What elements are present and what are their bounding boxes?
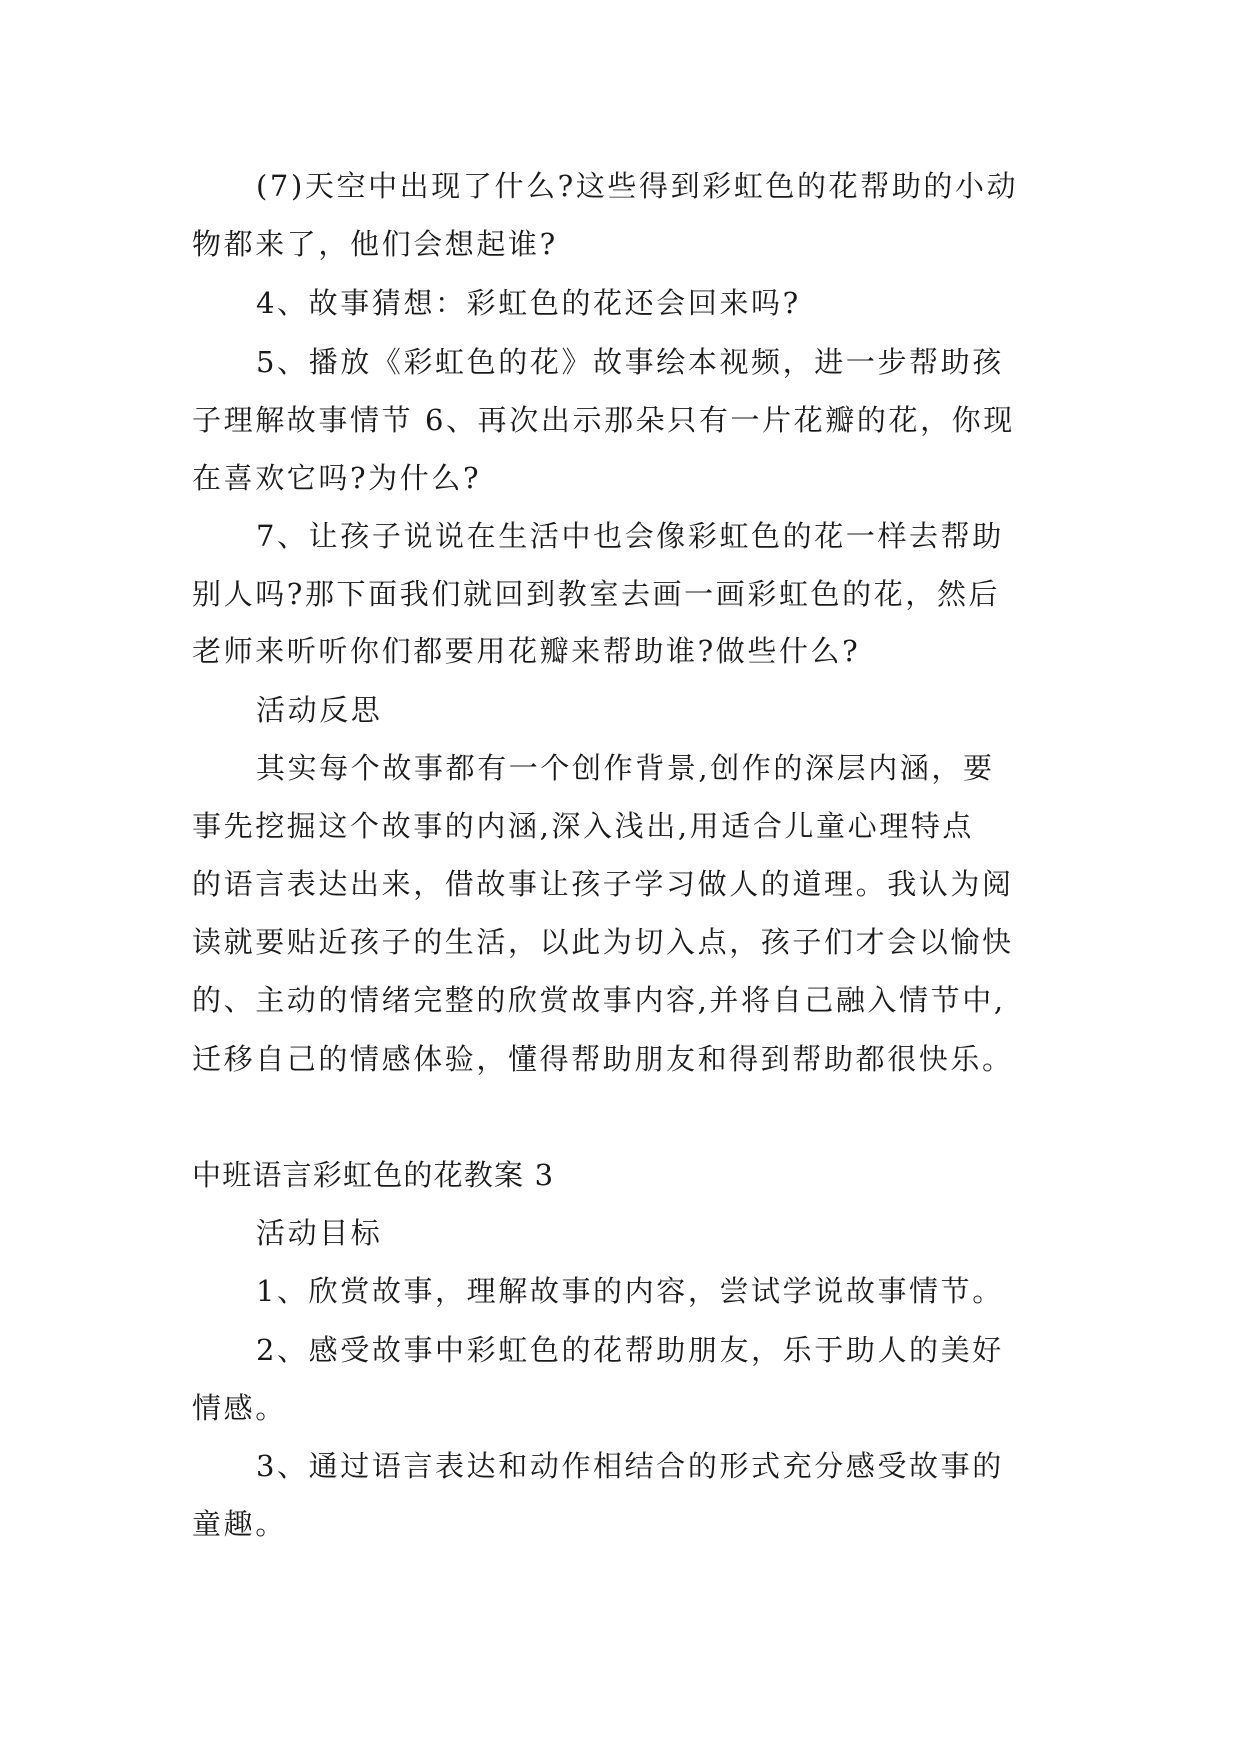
text-line: (7)天空中出现了什么?这些得到彩虹色的花帮助的小动 bbox=[256, 169, 1019, 203]
text-line: 童趣。 bbox=[192, 1507, 287, 1541]
text-line: 7、让孩子说说在生活中也会像彩虹色的花一样去帮助 bbox=[256, 519, 1004, 553]
text-line: 1、欣赏故事，理解故事的内容，尝试学说故事情节。 bbox=[256, 1274, 1004, 1308]
text-line: 其实每个故事都有一个创作背景,创作的深层内涵，要 bbox=[256, 751, 995, 785]
text-line: 4、故事猜想：彩虹色的花还会回来吗? bbox=[256, 286, 801, 320]
text-line: 别人吗?那下面我们就回到教室去画一画彩虹色的花，然后 bbox=[192, 577, 1001, 611]
text-line: 事先挖掘这个故事的内涵,深入浅出,用适合儿童心理特点 bbox=[192, 809, 975, 843]
text-line: 老师来听听你们都要用花瓣来帮助谁?做些什么? bbox=[192, 634, 861, 668]
text-line: 3、通过语言表达和动作相结合的形式充分感受故事的 bbox=[256, 1449, 1004, 1483]
text-line: 子理解故事情节 6、再次出示那朵只有一片花瓣的花，你现 bbox=[192, 403, 1015, 437]
text-line: 2、感受故事中彩虹色的花帮助朋友，乐于助人的美好 bbox=[256, 1333, 1004, 1367]
text-line: 5、播放《彩虹色的花》故事绘本视频，进一步帮助孩 bbox=[256, 345, 1004, 379]
text-line: 迁移自己的情感体验，懂得帮助朋友和得到帮助都很快乐。 bbox=[192, 1042, 1014, 1076]
lesson-title: 中班语言彩虹色的花教案 3 bbox=[192, 1158, 555, 1192]
text-line: 读就要贴近孩子的生活，以此为切入点，孩子们才会以愉快 bbox=[192, 925, 1014, 959]
text-line: 的语言表达出来，借故事让孩子学习做人的道理。我认为阅 bbox=[192, 867, 1014, 901]
text-line: 物都来了，他们会想起谁? bbox=[192, 227, 558, 261]
section-heading: 活动目标 bbox=[256, 1216, 383, 1250]
section-heading: 活动反思 bbox=[256, 693, 383, 727]
text-line: 的、主动的情绪完整的欣赏故事内容,并将自己融入情节中, bbox=[192, 983, 1006, 1017]
text-line: 在喜欢它吗?为什么? bbox=[192, 461, 482, 495]
text-line: 情感。 bbox=[192, 1391, 287, 1425]
